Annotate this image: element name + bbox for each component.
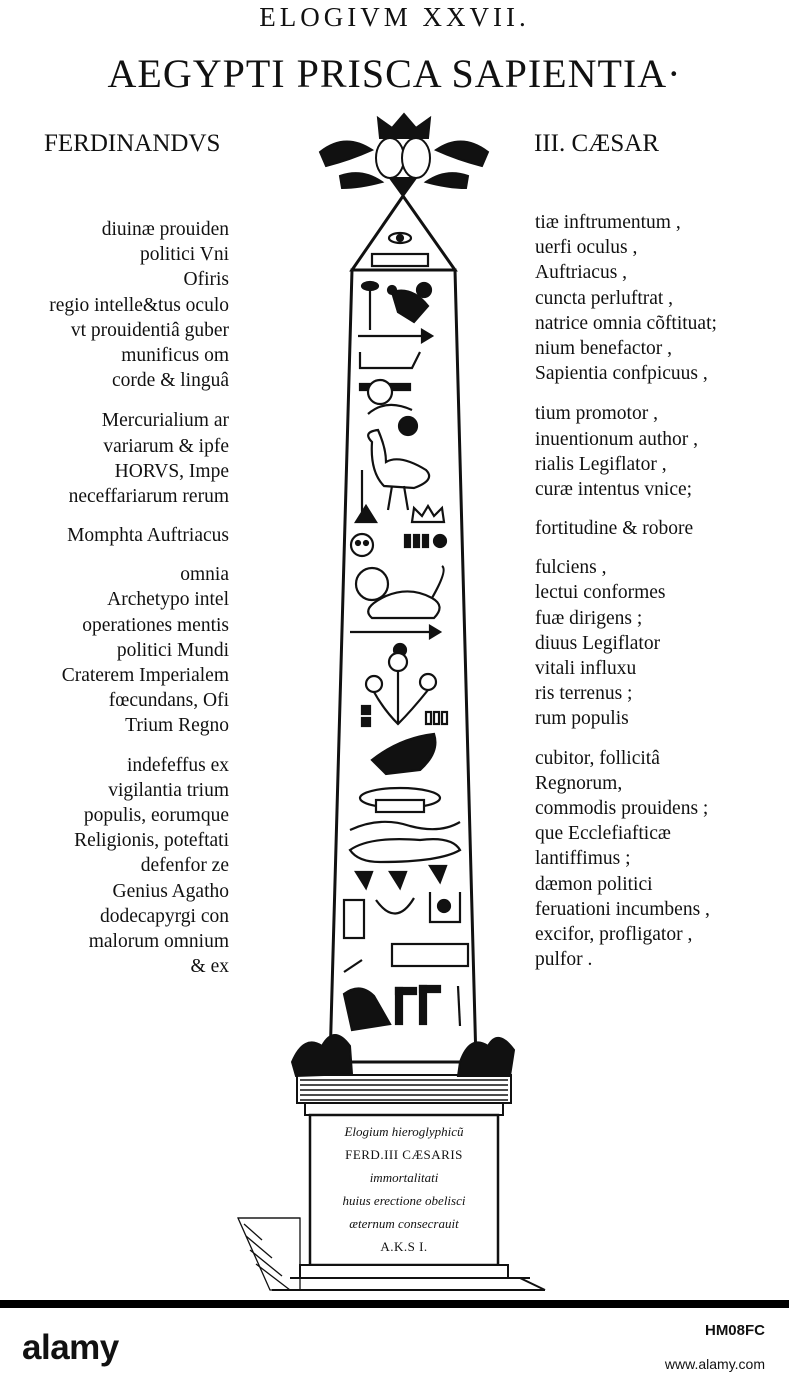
text-line: munificus om bbox=[121, 344, 229, 366]
text-line: operationes mentis bbox=[82, 614, 229, 636]
page-title: AEGYPTI PRISCA SAPIENTIA· bbox=[107, 51, 682, 96]
left-corner-ornament bbox=[292, 1035, 352, 1076]
text-line: politici Mundi bbox=[116, 639, 229, 661]
text-line: vitali influxu bbox=[535, 658, 637, 679]
left-column-heading: FERDINANDVS bbox=[44, 130, 221, 157]
inscription-line: A.K.S I. bbox=[380, 1239, 428, 1254]
text-line: fuæ dirigens ; bbox=[535, 607, 643, 629]
text-line: cuncta perluftrat , bbox=[535, 287, 674, 309]
text-line: Sapientia confpicuus , bbox=[535, 363, 708, 385]
right-column-heading: III. CÆSAR bbox=[534, 130, 660, 157]
text-line: excifor, profligator , bbox=[535, 923, 693, 945]
text-line: indefeffus ex bbox=[127, 754, 229, 776]
text-line: inuentionum author , bbox=[535, 428, 699, 450]
face-glyph bbox=[351, 534, 373, 556]
text-line: natrice omnia cõftituat; bbox=[535, 312, 717, 334]
text-line: commodis prouidens ; bbox=[535, 797, 709, 819]
text-line: variarum & ipfe bbox=[103, 435, 229, 457]
text-line: Regnorum, bbox=[535, 772, 623, 794]
elogium-number: ELOGIVM XXVII. bbox=[259, 2, 530, 32]
text-line: Genius Agatho bbox=[112, 880, 229, 902]
text-line: fortitudine & robore bbox=[535, 518, 694, 540]
text-line: Momphta Auftriacus bbox=[67, 525, 229, 547]
text-line: curæ intentus vnice; bbox=[535, 478, 693, 500]
text-line: que Ecclefiafticæ bbox=[535, 823, 671, 845]
footer-divider bbox=[0, 1300, 789, 1308]
text-line: ris terrenus ; bbox=[535, 683, 633, 705]
text-line: fœcundans, Ofi bbox=[108, 690, 229, 712]
text-line: Religionis, poteftati bbox=[74, 830, 229, 852]
text-line: diuus Legiflator bbox=[535, 632, 661, 654]
inscription-line: immortalitati bbox=[369, 1170, 439, 1185]
site-url[interactable]: www.alamy.com bbox=[664, 1356, 765, 1372]
pedestal-inscription bbox=[315, 1120, 493, 1258]
text-line: uerfi oculus , bbox=[535, 237, 638, 259]
text-line: rum populis bbox=[535, 708, 629, 730]
text-line: dæmon politici bbox=[535, 873, 653, 895]
inscription-line: FERD.III CÆSARIS bbox=[345, 1147, 463, 1162]
disc-glyph bbox=[399, 417, 417, 435]
text-line: neceffariarum rerum bbox=[68, 485, 229, 507]
text-line: corde & linguâ bbox=[112, 370, 229, 392]
text-line: lectui conformes bbox=[535, 582, 666, 604]
text-line: fulciens , bbox=[535, 557, 607, 579]
text-line: nium benefactor , bbox=[535, 337, 672, 359]
inscription-line: Elogium hieroglyphicũ bbox=[344, 1124, 464, 1139]
text-line: Craterem Imperialem bbox=[61, 665, 229, 686]
inscription-line: æternum consecrauit bbox=[349, 1216, 459, 1231]
text-line: defenfor ze bbox=[140, 855, 229, 877]
text-line: cubitor, follicitâ bbox=[535, 747, 660, 769]
text-line: politici Vni bbox=[139, 244, 229, 266]
text-line: & ex bbox=[190, 956, 229, 978]
text-line: vigilantia trium bbox=[108, 779, 229, 801]
text-line: diuinæ prouiden bbox=[101, 219, 229, 240]
double-eagle-crest bbox=[320, 114, 488, 196]
text-line: Auftriacus , bbox=[535, 262, 628, 284]
inscription-line: huius erectione obelisci bbox=[342, 1193, 466, 1208]
image-id: HM08FC bbox=[704, 1322, 765, 1339]
text-line: omnia bbox=[180, 564, 229, 586]
text-line: populis, eorumque bbox=[83, 804, 229, 826]
ground-ramp bbox=[238, 1218, 300, 1290]
building-glyph bbox=[372, 254, 428, 266]
text-line: feruationi incumbens , bbox=[535, 898, 710, 920]
fence-glyph bbox=[392, 944, 468, 966]
text-line: regio intelle&tus oculo bbox=[49, 294, 229, 316]
disc-glyph bbox=[417, 283, 431, 297]
text-line: HORVS, Impe bbox=[114, 460, 229, 482]
text-line: Mercurialium ar bbox=[101, 410, 229, 432]
ground-line bbox=[272, 1278, 545, 1290]
text-line: rialis Legiflator , bbox=[535, 453, 667, 475]
text-line: dodecapyrgi con bbox=[99, 905, 229, 927]
text-line: tiæ inftrumentum , bbox=[535, 212, 681, 233]
text-line: tium promotor , bbox=[535, 403, 658, 425]
watermark-footer bbox=[0, 1300, 789, 1390]
alamy-logo[interactable]: alamy bbox=[22, 1328, 119, 1367]
text-line: vt prouidentiâ guber bbox=[70, 319, 229, 341]
text-line: lantiffimus ; bbox=[535, 848, 631, 870]
eye-glyph bbox=[389, 233, 411, 243]
ring-glyph bbox=[368, 380, 392, 404]
text-line: pulfor . bbox=[535, 949, 593, 971]
text-line: malorum omnium bbox=[88, 930, 229, 952]
text-line: Ofiris bbox=[183, 269, 229, 291]
text-line: Trium Regno bbox=[125, 715, 229, 737]
text-line: Archetypo intel bbox=[107, 589, 229, 611]
